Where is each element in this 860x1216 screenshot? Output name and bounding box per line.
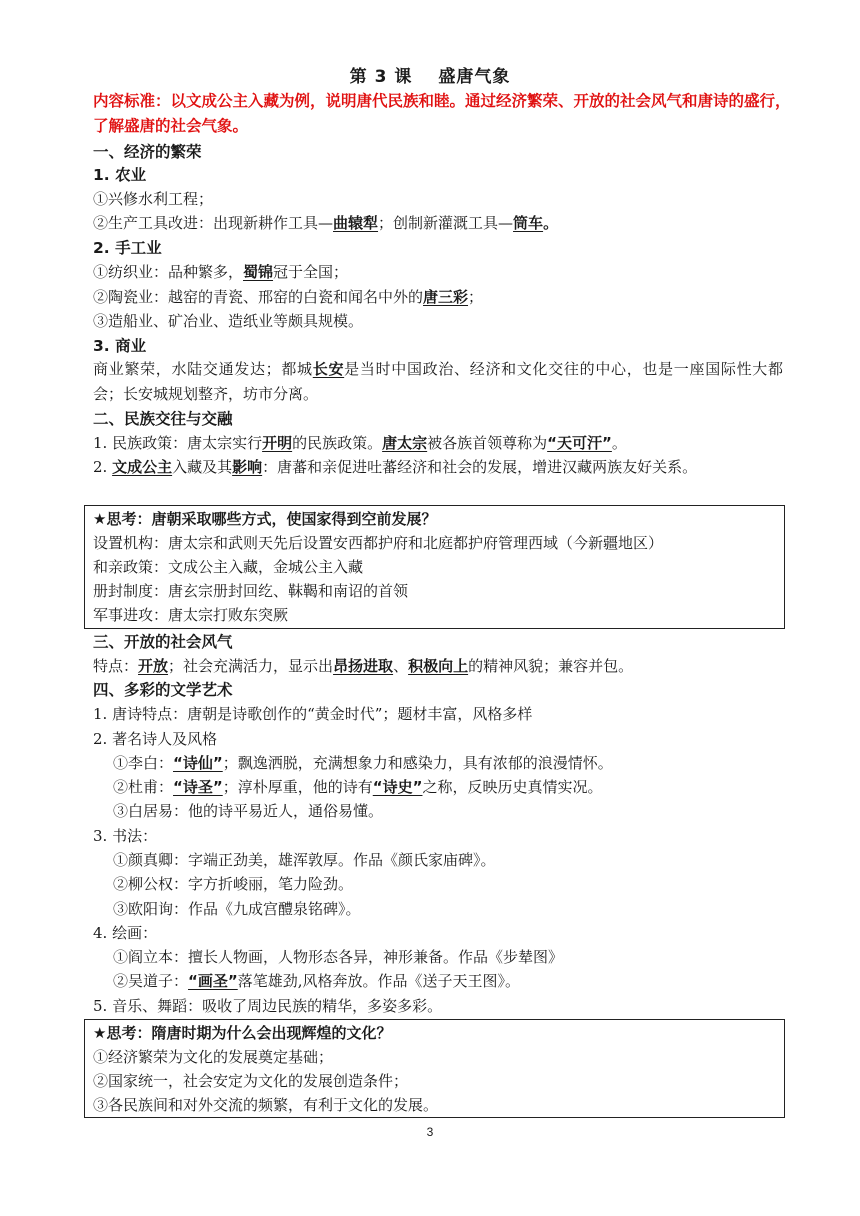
think2-line-1: ①经济繁荣为文化的发展奠定基础；: [93, 1048, 334, 1066]
keyword-tangtaizong: 唐太宗: [382, 434, 428, 452]
poets-heading: 2. 著名诗人及风格: [93, 730, 218, 748]
craft-line-1: ①纺织业：品种繁多，蜀锦冠于全国；: [93, 263, 349, 281]
poet-dufu: ②杜甫：“诗圣”；淳朴厚重，他的诗有“诗史”之称，反映历史真情实况。: [113, 778, 603, 796]
lesson-number: 第 3 课: [349, 67, 413, 87]
lesson-name: 盛唐气象: [438, 67, 511, 87]
ethnic-line-2: 2. 文成公主入藏及其影响：唐蕃和亲促进吐蕃经济和社会的发展，增进汉藏两族友好关系。: [93, 458, 698, 476]
keyword-yingxiang: 影响: [232, 458, 263, 476]
poet-baijuyi: ③白居易：他的诗平易近人，通俗易懂。: [113, 802, 384, 820]
section-heading-ethnic: 二、民族交往与交融: [93, 410, 233, 428]
keyword-kaiming: 开明: [262, 434, 293, 452]
ethnic-line-1: 1. 民族政策：唐太宗实行开明的民族政策。唐太宗被各族首领尊称为“天可汗”。: [93, 434, 627, 452]
keyword-changan: 长安: [312, 360, 345, 378]
subheading-agriculture: 1. 农业: [93, 166, 147, 184]
lesson-title: [0, 62, 860, 87]
calligraphy-heading: 3. 书法：: [93, 827, 158, 845]
keyword-tangsancai: 唐三彩: [423, 288, 469, 306]
calligraphy-line-2: ②柳公权：字方折峻丽，笔力险劲。: [113, 875, 354, 893]
keyword-shujin: 蜀锦: [243, 263, 274, 281]
think-box-1: [84, 505, 785, 629]
think2-line-2: ②国家统一，社会安定为文化的发展创造条件；: [93, 1072, 409, 1090]
keyword-huasheng: “画圣”: [188, 972, 238, 990]
keyword-jijixiangshang: 积极向上: [408, 657, 469, 675]
think-box-2: [84, 1019, 785, 1118]
keyword-kaifang: 开放: [138, 657, 169, 675]
keyword-tiankehan: “天可汗”: [547, 434, 612, 452]
think-question-1: ★思考：唐朝采取哪些方式，使国家得到空前发展？: [93, 510, 437, 528]
calligraphy-line-1: ①颜真卿：字端正劲美，雄浑敦厚。作品《颜氏家庙碑》。: [113, 851, 496, 869]
music-dance-line: 5. 音乐、舞蹈：吸收了周边民族的精华，多姿多彩。: [93, 997, 443, 1015]
keyword-angyangjinqu: 昂扬进取: [333, 657, 394, 675]
think-question-2: ★思考：隋唐时期为什么会出现辉煌的文化？: [93, 1024, 392, 1042]
poem-feature-line: 1. 唐诗特点：唐朝是诗歌创作的“黄金时代”；题材丰富，风格多样: [93, 705, 533, 723]
content-standard: 内容标准：以文成公主入藏为例，说明唐代民族和睦。通过经济繁荣、开放的社会风气和唐诗的盛行，了解盛唐的社会气象。: [93, 92, 791, 135]
craft-line-2: ②陶瓷业：越窑的青瓷、邢窑的白瓷和闻名中外的唐三彩；: [93, 288, 484, 306]
commerce-paragraph: 商业繁荣，水陆交通发达；都城长安是当时中国政治、经济和文化交往的中心，也是一座国际性大都会；长安城规划整齐，坊市分离。: [93, 360, 783, 403]
craft-line-3: ③造船业、矿冶业、造纸业等颇具规模。: [93, 312, 364, 330]
keyword-shishi: “诗史”: [372, 778, 423, 796]
think1-line-2: 和亲政策：文成公主入藏，金城公主入藏: [93, 558, 364, 576]
subheading-handicraft: 2. 手工业: [93, 239, 162, 257]
page-number: 3: [426, 1125, 434, 1139]
keyword-wenchenggongzhu: 文成公主: [112, 458, 173, 476]
think2-line-3: ③各民族间和对外交流的频繁，有利于文化的发展。: [93, 1096, 439, 1114]
agri-line-2: ②生产工具改进：出现新耕作工具—曲辕犁；创制新灌溉工具—筒车。: [93, 214, 559, 232]
social-feature-line: 特点：开放；社会充满活力，显示出昂扬进取、积极向上的精神风貌；兼容并包。: [93, 657, 634, 675]
keyword-shisheng: “诗圣”: [173, 778, 223, 796]
section-heading-arts: 四、多彩的文学艺术: [93, 681, 233, 699]
think1-line-1: 设置机构：唐太宗和武则天先后设置安西都护府和北庭都护府管理西域（今新疆地区）: [93, 534, 664, 552]
calligraphy-line-3: ③欧阳询：作品《九成宫醴泉铭碑》。: [113, 900, 361, 918]
section-heading-economy: 一、经济的繁荣: [93, 143, 202, 161]
agri-line-1: ①兴修水利工程；: [93, 190, 214, 208]
painting-line-1: ①阎立本：擅长人物画，人物形态各异，神形兼备。作品《步辇图》: [113, 948, 564, 966]
think1-line-4: 军事进攻：唐太宗打败东突厥: [93, 606, 289, 624]
painting-heading: 4. 绘画：: [93, 924, 158, 942]
think1-line-3: 册封制度：唐玄宗册封回纥、靺鞨和南诏的首领: [93, 582, 409, 600]
painting-line-2: ②吴道子：“画圣”落笔雄劲,风格奔放。作品《送子天王图》。: [113, 972, 521, 990]
section-heading-social: 三、开放的社会风气: [93, 633, 233, 651]
keyword-shixian: “诗仙”: [173, 754, 223, 772]
subheading-commerce: 3. 商业: [93, 337, 147, 355]
keyword-tongche: 筒车: [513, 214, 544, 232]
keyword-quyuanli: 曲辕犁: [333, 214, 379, 232]
poet-libai: ①李白：“诗仙”；飘逸洒脱，充满想象力和感染力，具有浓郁的浪漫情怀。: [113, 754, 613, 772]
